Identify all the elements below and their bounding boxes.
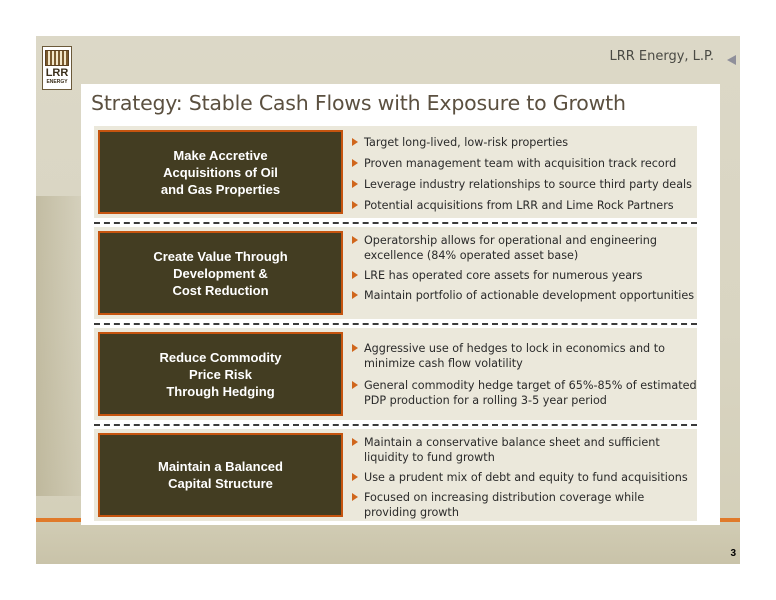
bullet-text: Proven management team with acquisition track record	[364, 157, 677, 170]
logo-mark-icon	[45, 50, 69, 66]
bullet-text: Leverage industry relationships to source third party deals	[364, 178, 692, 191]
content-panel	[81, 84, 720, 525]
section-heading-box: Reduce Commodity Price Risk Through Hedging	[98, 332, 343, 416]
bullet-text: Operatorship allows for operational and engineering excellence (84% operated asset base)	[364, 234, 657, 262]
bullet-item	[350, 268, 700, 283]
bullet-list	[350, 435, 700, 520]
footer-band	[36, 522, 740, 564]
bullet-item	[350, 198, 700, 213]
bullet-list	[350, 341, 700, 408]
bullet-arrow-icon	[352, 473, 358, 481]
bullet-arrow-icon	[352, 201, 358, 209]
bullet-arrow-icon	[352, 438, 358, 446]
page-number: 3	[730, 548, 736, 559]
strategy-section-hedging	[94, 328, 697, 420]
bullet-text: Use a prudent mix of debt and equity to fund acquisitions	[364, 471, 688, 484]
bullet-item	[350, 435, 700, 465]
bullet-arrow-icon	[352, 236, 358, 244]
bullet-list	[350, 135, 700, 213]
section-divider	[94, 222, 697, 224]
bullet-text: LRE has operated core assets for numerous years	[364, 269, 643, 282]
bullet-item	[350, 470, 700, 485]
section-heading-box: Make Accretive Acquisitions of Oil and Gas Properties	[98, 130, 343, 214]
bullet-arrow-icon	[352, 271, 358, 279]
bullet-arrow-icon	[352, 138, 358, 146]
bullet-item	[350, 135, 700, 150]
strategy-section-development	[94, 227, 697, 319]
slide-title: Strategy: Stable Cash Flows with Exposure to Growth	[91, 91, 626, 115]
bullet-item	[350, 490, 700, 520]
section-heading-box: Maintain a Balanced Capital Structure	[98, 433, 343, 517]
company-logo	[42, 46, 72, 90]
logo-subtext: ENERGY	[46, 79, 68, 85]
bullet-text: Maintain portfolio of actionable development opportunities	[364, 289, 695, 302]
bullet-item	[350, 156, 700, 171]
company-name: LRR Energy, L.P.	[609, 49, 714, 64]
bullet-arrow-icon	[352, 180, 358, 188]
triangle-left-icon	[727, 55, 736, 65]
section-divider	[94, 424, 697, 426]
logo-text: LRR	[45, 67, 69, 79]
bullet-item	[350, 378, 700, 408]
bullet-item	[350, 288, 700, 303]
bullet-text: Target long-lived, low-risk properties	[364, 136, 569, 149]
bullet-text: Maintain a conservative balance sheet and sufficient liquidity to fund growth	[364, 436, 660, 464]
bullet-item	[350, 177, 700, 192]
bullet-arrow-icon	[352, 493, 358, 501]
bullet-text: Focused on increasing distribution coverage while providing growth	[364, 491, 645, 519]
strategy-section-acquisitions	[94, 126, 697, 218]
section-heading-box: Create Value Through Development & Cost Reduction	[98, 231, 343, 315]
bullet-item	[350, 341, 700, 371]
bullet-text: Aggressive use of hedges to lock in economics and to minimize cash flow volatility	[364, 342, 665, 370]
bullet-arrow-icon	[352, 159, 358, 167]
bullet-arrow-icon	[352, 381, 358, 389]
bullet-list	[350, 233, 700, 303]
bullet-arrow-icon	[352, 344, 358, 352]
bullet-arrow-icon	[352, 291, 358, 299]
strategy-section-capital	[94, 429, 697, 521]
section-divider	[94, 323, 697, 325]
bullet-text: Potential acquisitions from LRR and Lime Rock Partners	[364, 199, 674, 212]
bullet-item	[350, 233, 700, 263]
bullet-text: General commodity hedge target of 65%-85% of estimated PDP production for a rolling 3-5 year period	[364, 379, 697, 407]
